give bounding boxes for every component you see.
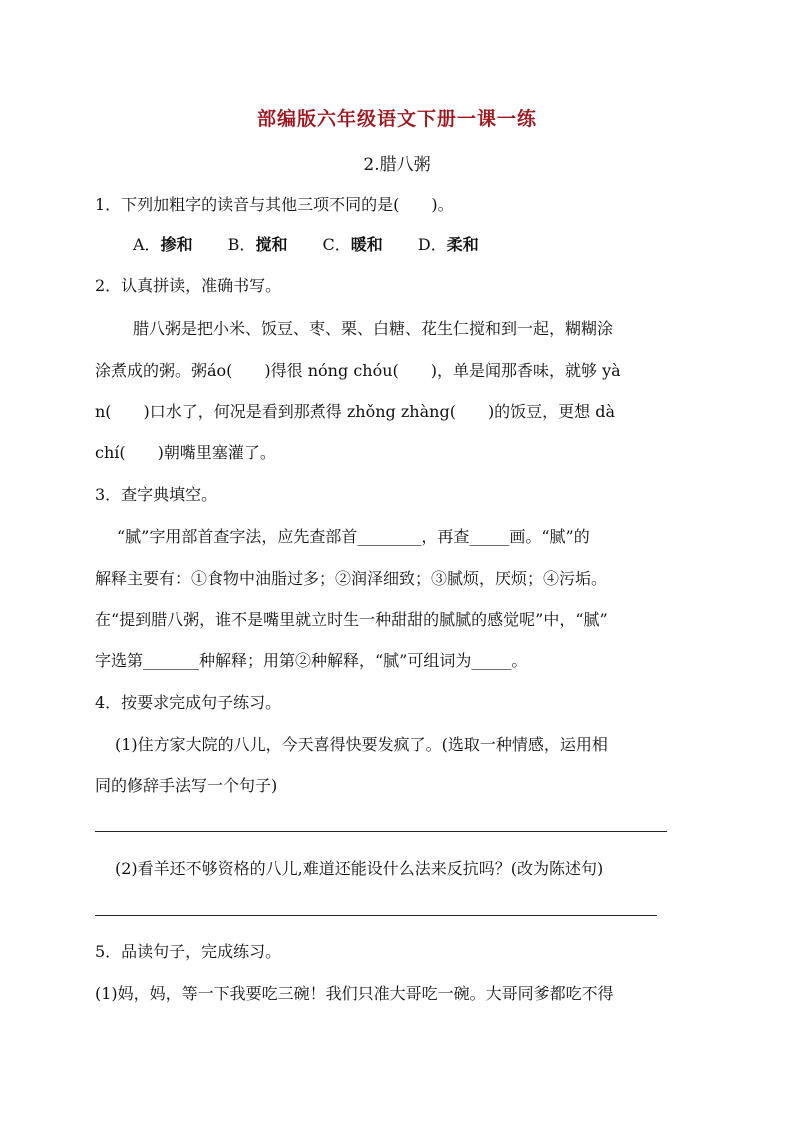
question-2-text-line: 涂煮成的粥。粥áo( )得很 nóng chóu( )，单是闻那香味，就够 yà	[95, 361, 621, 380]
question-3-stem: 3．查字典填空。	[95, 485, 218, 504]
question-2-stem: 2．认真拼读，准确书写。	[95, 276, 282, 295]
question-4-2-text: (2)看羊还不够资格的八儿,难道还能设什么法来反抗吗？(改为陈述句)	[115, 859, 604, 878]
question-5-1-text: (1)妈，妈，等一下我要吃三碗！我们只准大哥吃一碗。大哥同爹都吃不得	[95, 984, 614, 1003]
question-4-1-text-line: 同的修辞手法写一个句子)	[95, 776, 278, 795]
question-2-text-line: 腊八粥是把小米、饭豆、枣、栗、白糖、花生仁搅和到一起，糊糊涂	[133, 319, 614, 338]
option-c[interactable]: C．暖和	[322, 235, 383, 254]
option-d[interactable]: D．柔和	[417, 235, 479, 254]
question-3-text-line: “腻”字用部首查字法，应先查部首________，再查_____画。“腻”的	[117, 527, 590, 546]
page-title: 部编版六年级语文下册一课一练	[256, 108, 537, 130]
answer-line-4-2[interactable]	[95, 915, 657, 916]
answer-line-4-1[interactable]	[95, 831, 667, 832]
option-a[interactable]: A．掺和	[133, 235, 193, 254]
question-1-options	[133, 232, 509, 255]
question-3-text-line: 解释主要有：①食物中油脂过多；②润泽细致；③腻烦，厌烦；④污垢。	[95, 569, 608, 588]
option-b[interactable]: B．搅和	[227, 235, 288, 254]
question-1-stem: 1．下列加粗字的读音与其他三项不同的是( )。	[95, 195, 454, 214]
question-3-text-line: 在“提到腊八粥，谁不是嘴里就立时生一种甜甜的腻腻的感觉呢”中，“腻”	[95, 610, 608, 629]
question-4-stem: 4．按要求完成句子练习。	[95, 693, 282, 712]
question-2-text-line: n( )口水了，何况是看到那煮得 zhǒng zhàng( )的饭豆，更想 dà	[95, 402, 616, 421]
question-4-1-text-line: (1)住方家大院的八儿，今天喜得快要发疯了。(选取一种情感，运用相	[115, 735, 608, 754]
question-3-text-line: 字选第_______种解释；用第②种解释，“腻”可组词为_____。	[95, 651, 528, 670]
question-5-stem: 5．品读句子，完成练习。	[95, 942, 282, 961]
question-2-text-line: chí( )朝嘴里塞灌了。	[95, 443, 276, 462]
lesson-title: 2.腊八粥	[363, 155, 431, 175]
